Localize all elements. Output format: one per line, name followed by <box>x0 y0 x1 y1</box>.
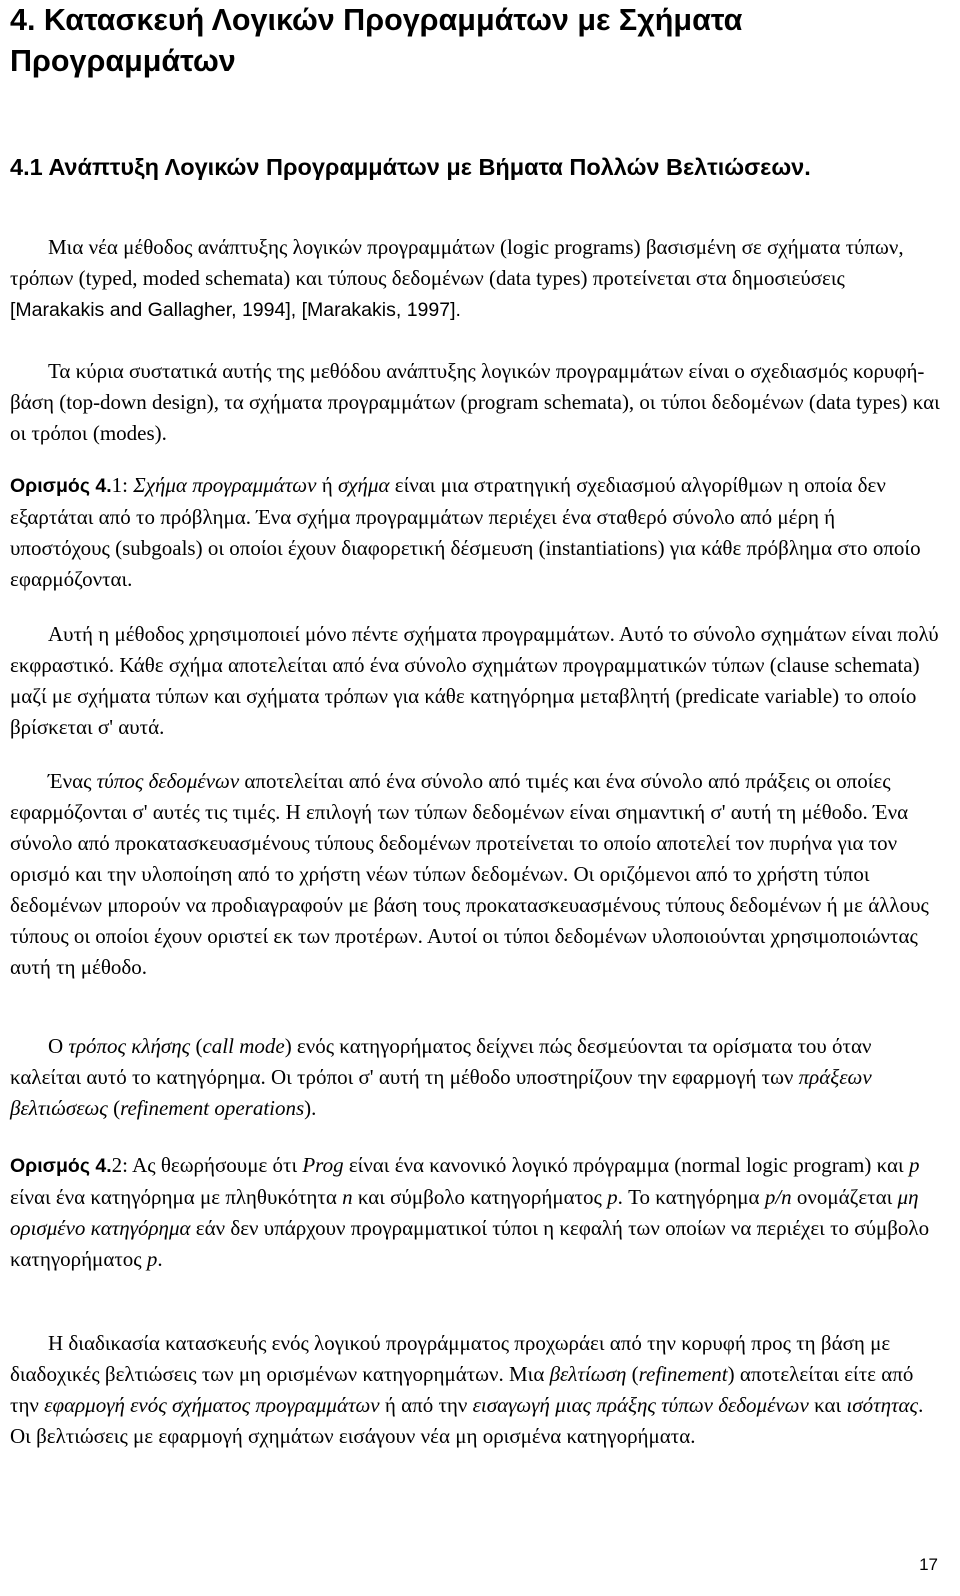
definition-4-1: Ορισμός 4.1: Σχήμα προγραμμάτων ή σχήμα είναι μια στρατηγική σχεδιασμού αλγορίθμων η οποία δεν εξαρτάται από το πρόβλημα. Ένα σχήμα προγραμμάτων περιέχει ένα σταθερό σύνολο από μέρη ή υποστόχους (subgoals) οι οποίοι έχουν διαφορετική δέσμευση (instantiations) για κάθε πρόβλημα στο οποίο εφαρμόζονται. <box>10 473 921 591</box>
paragraph-intro: Μια νέα μέθοδος ανάπτυξης λογικών προγραμμάτων (logic programs) βασισμένη σε σχήματα τύπων, τρόπων (typed, moded schemata) και τύπους δεδομένων (data types) προτείνεται στα δημοσιεύσεις [Marakakis and Gallagher, 1994], [Marakakis, 1997]. <box>10 235 904 321</box>
term-schema: σχήμα <box>337 473 390 497</box>
term-data-type: τύπος δεδομένων <box>96 769 240 793</box>
citation: [Marakakis and Gallagher, 1994], [Marakakis, 1997]. <box>10 299 461 321</box>
paragraph-components: Τα κύρια συστατικά αυτής της μεθόδου ανάπτυξης λογικών προγραμμάτων είναι ο σχεδιασμός κορυφή-βάση (top-down design), τα σχήματα προγραμμάτων (program schemata), οι τύποι δεδομένων (data types) και οι τρόποι (modes). <box>10 359 940 445</box>
paragraph-call-mode: Ο τρόπος κλήσης (call mode) ενός κατηγορήματος δείχνει πώς δεσμεύονται τα ορίσματα του όταν καλείται αυτό το κατηγόρημα. Οι τρόποι σ' αυτή τη μέθοδο υποστηρίζουν την εφαρμογή των πράξεων βελτιώσεως (refinement operations). <box>10 1034 872 1120</box>
definition-label: Ορισμός 4. <box>10 475 112 497</box>
page-number: 17 <box>919 1555 938 1574</box>
paragraph-refinement: Η διαδικασία κατασκευής ενός λογικού προγράμματος προχωράει από την κορυφή προς τη βάση με διαδοχικές βελτιώσεις των μη ορισμένων κατηγορημάτων. Μια βελτίωση (refinement) αποτελείται είτε από την εφαρμογή ενός σχήματος προγραμμάτων ή από την εισαγωγή μιας πράξης τύπων δεδομένων και ισότητας. Οι βελτιώσεις με εφαρμογή σχημάτων εισάγουν νέα μη ορισμένα κατηγορήματα. <box>10 1331 924 1448</box>
paragraph-data-types: Ένας τύπος δεδομένων αποτελείται από ένα σύνολο από τιμές και ένα σύνολο από πράξεις οι οποίες εφαρμόζονται σ' αυτές τις τιμές. Η επιλογή των τύπων δεδομένων είναι σημαντική σ' αυτή τη μέθοδο. Ένα σύνολο από προκατασκευασμένους τύπους δεδομένων προτείνεται το οποίο αποτελεί τον πυρήνα για τον ορισμό και την υλοποίηση από το χρήστη νέων τύπων δεδομένων. Οι οριζόμενοι από το χρήστη τύποι δεδομένων μπορούν να προδιαγραφούν με βάση τους προκατασκευασμένους τύπους δεδομένων ή με άλλους τύπους οι οποίοι έχουν οριστεί εκ των προτέρων. Αυτοί οι τύποι δεδομένων υλοποιούνται χρησιμοποιώντας αυτή τη μέθοδο. <box>10 769 929 979</box>
term-undefined-predicate: μη ορισμένο κατηγόρημα <box>10 1185 919 1240</box>
term-program-schema: Σχήμα προγραμμάτων <box>133 473 317 497</box>
paragraph-five-schemata: Αυτή η μέθοδος χρησιμοποιεί μόνο πέντε σχήματα προγραμμάτων. Αυτό το σύνολο σχημάτων είναι πολύ εκφραστικό. Κάθε σχήμα αποτελείται από ένα σύνολο σχημάτων προγραμματικών τύπων (clause schemata) μαζί με σχήματα τύπων και σχήματα τρόπων για κάθε κατηγόρημα μεταβλητή (predicate variable) το οποίο βρίσκεται σ' αυτά. <box>10 622 939 739</box>
term-call-mode: τρόπος κλήσης <box>68 1034 191 1058</box>
definition-4-2: Ορισμός 4.2: Ας θεωρήσουμε ότι Prog είναι ένα κανονικό λογικό πρόγραμμα (normal logic program) και p είναι ένα κατηγόρημα με πληθυκότητα n και σύμβολο κατηγορήματος p. Το κατηγόρημα p/n ονομάζεται μη ορισμένο κατηγόρημα εάν δεν υπάρχουν προγραμματικοί τύποι η κεφαλή των οποίων να περιέχει το σύμβολο κατηγορήματος p. <box>10 1153 930 1271</box>
term-refinement: βελτίωση <box>549 1362 627 1386</box>
chapter-title: 4. Κατασκευή Λογικών Προγραμμάτων με Σχήματα Προγραμμάτων <box>10 3 743 78</box>
definition-label: Ορισμός 4. <box>10 1155 112 1177</box>
section-title: 4.1 Ανάπτυξη Λογικών Προγραμμάτων με Βήματα Πολλών Βελτιώσεων. <box>10 154 811 180</box>
term-refinement-operations: πράξεων βελτιώσεως <box>10 1065 872 1120</box>
